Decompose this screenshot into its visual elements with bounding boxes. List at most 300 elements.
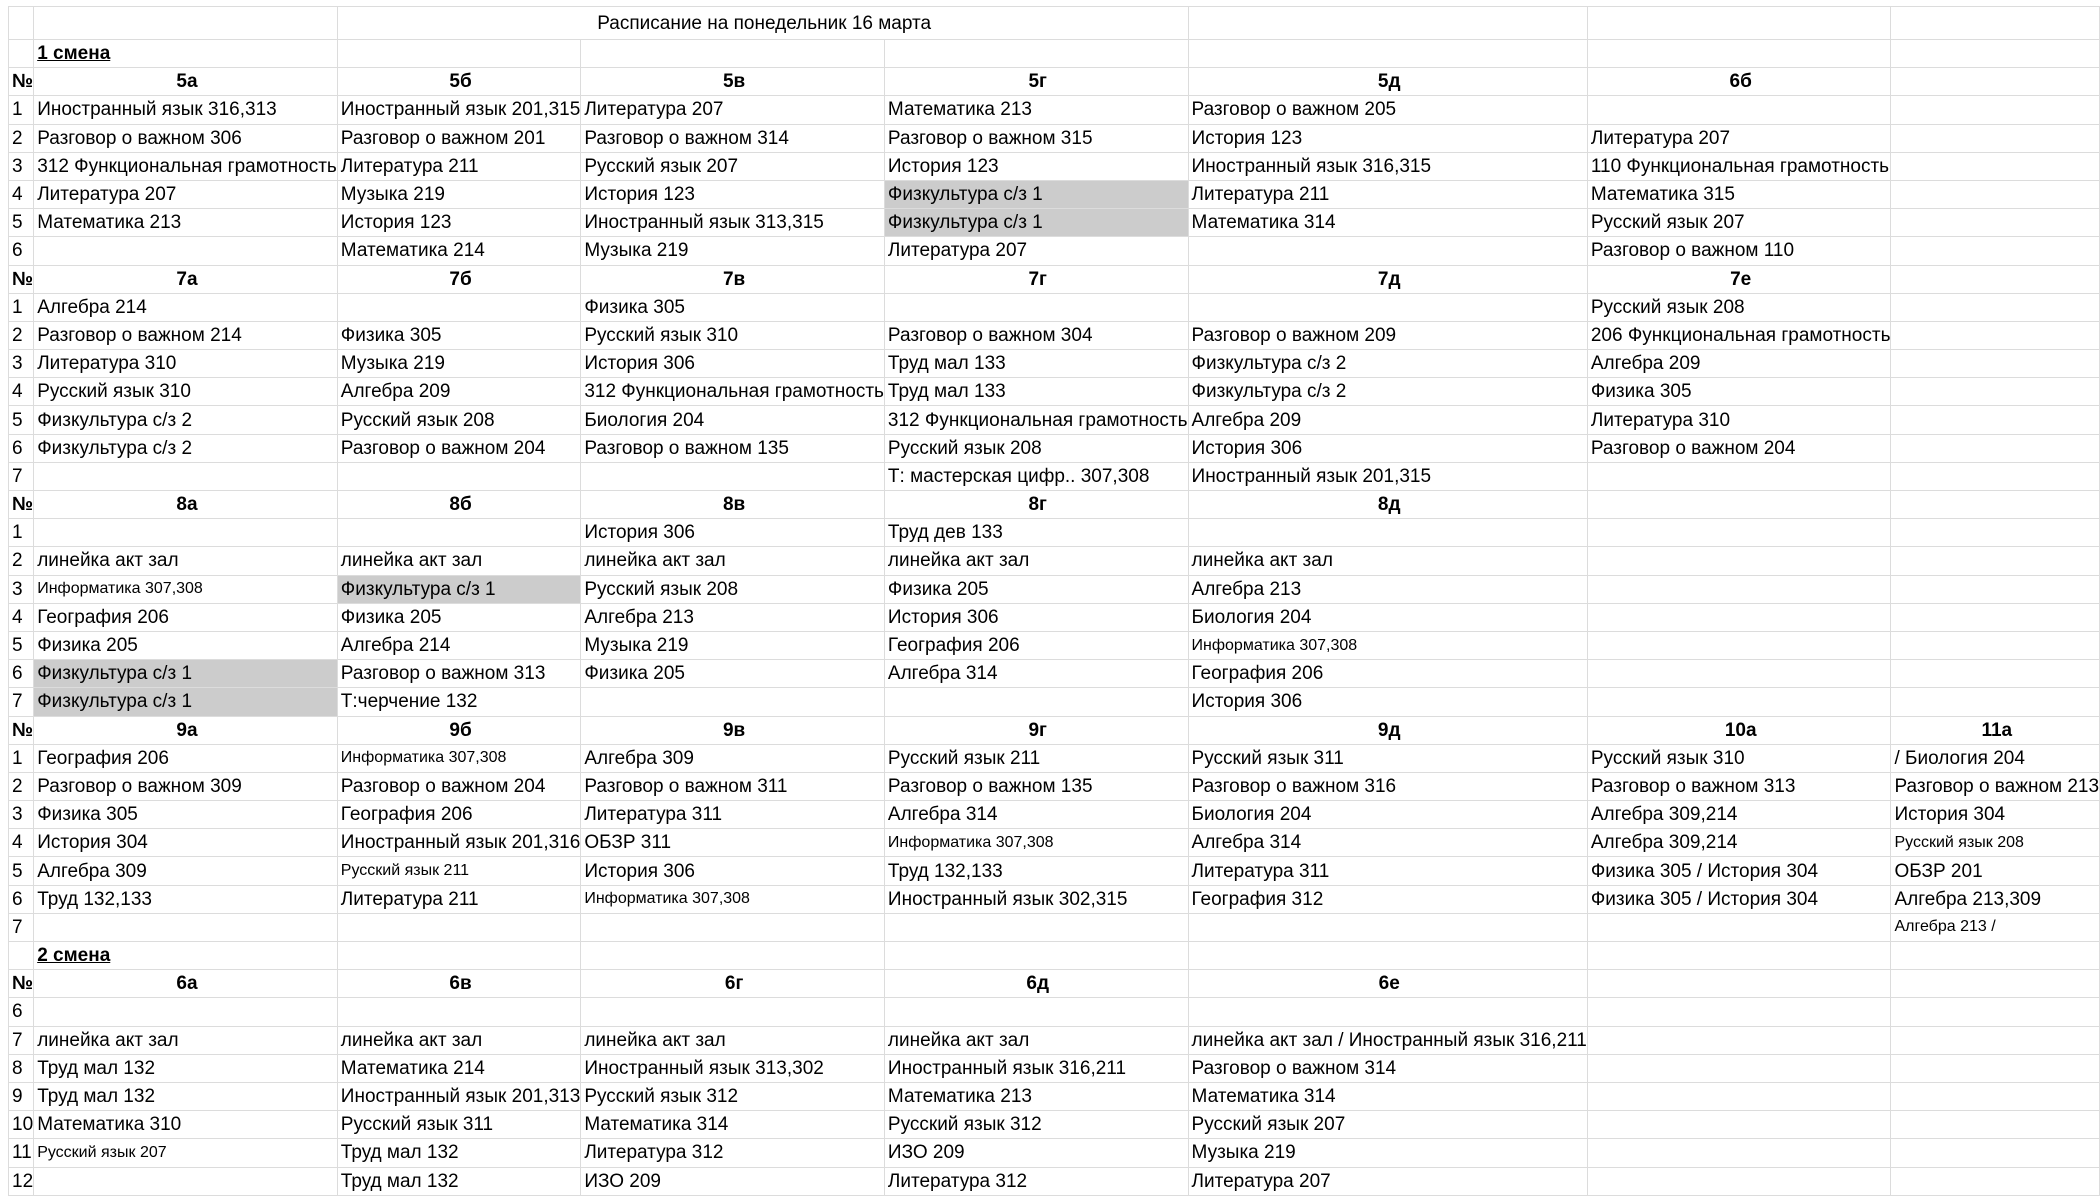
empty-cell[interactable]: [1587, 575, 1891, 603]
lesson-cell-highlighted[interactable]: Физкультура с/з 1: [337, 575, 581, 603]
lesson-cell[interactable]: Труд 132,133: [884, 857, 1188, 885]
empty-cell[interactable]: [1587, 970, 1891, 998]
lesson-row: [9, 772, 2100, 800]
empty-cell[interactable]: [1587, 1082, 1891, 1110]
lesson-cell[interactable]: Литература 211: [337, 152, 581, 180]
lesson-cell[interactable]: Т: мастерская цифр.. 307,308: [884, 462, 1188, 490]
lesson-cell[interactable]: [34, 998, 338, 1026]
lesson-cell[interactable]: [337, 519, 581, 547]
lesson-cell[interactable]: Математика 213: [884, 96, 1188, 124]
lesson-cell[interactable]: [34, 1167, 338, 1195]
empty-cell[interactable]: [1891, 491, 2100, 519]
lesson-cell[interactable]: Математика 214: [337, 1054, 581, 1082]
lesson-cell[interactable]: Разговор о важном 314: [1188, 1054, 1587, 1082]
lesson-cell[interactable]: Русский язык 208: [581, 575, 885, 603]
empty-cell[interactable]: [1891, 1111, 2100, 1139]
lesson-cell-highlighted[interactable]: Физкультура с/з 1: [34, 688, 338, 716]
empty-cell[interactable]: [1587, 631, 1891, 659]
lesson-cell[interactable]: Разговор о важном 204: [1587, 434, 1891, 462]
lesson-cell[interactable]: Разговор о важном 309: [34, 772, 338, 800]
empty-cell[interactable]: [1891, 152, 2100, 180]
lesson-cell[interactable]: [581, 913, 885, 941]
empty-cell[interactable]: [1891, 1054, 2100, 1082]
lesson-cell[interactable]: [581, 998, 885, 1026]
lesson-cell[interactable]: Разговор о важном 204: [337, 434, 581, 462]
lesson-cell[interactable]: Литература 211: [1188, 180, 1587, 208]
empty-cell[interactable]: [1891, 998, 2100, 1026]
lesson-cell[interactable]: Русский язык 311: [1188, 744, 1587, 772]
class-header-row: [9, 265, 2100, 293]
lesson-cell[interactable]: Музыка 219: [581, 631, 885, 659]
lesson-cell[interactable]: Биология 204: [1188, 801, 1587, 829]
lesson-cell[interactable]: Математика 314: [1188, 209, 1587, 237]
empty-cell[interactable]: [1891, 942, 2100, 970]
empty-cell[interactable]: [1891, 265, 2100, 293]
lesson-cell[interactable]: Алгебра 209: [1188, 406, 1587, 434]
title-spacer-cell[interactable]: [1587, 7, 1891, 40]
empty-cell[interactable]: [1188, 40, 1587, 68]
lesson-number: 4: [9, 378, 34, 406]
lesson-cell[interactable]: Разговор о важном 214: [34, 321, 338, 349]
lesson-cell[interactable]: Иностранный язык 313,315: [581, 209, 885, 237]
lesson-cell[interactable]: [34, 913, 338, 941]
lesson-cell[interactable]: Физика 305: [34, 801, 338, 829]
schedule-table: [8, 6, 2100, 1196]
empty-cell[interactable]: [1587, 1111, 1891, 1139]
lesson-cell[interactable]: 312 Функциональная грамотность: [581, 378, 885, 406]
empty-cell[interactable]: [1587, 1026, 1891, 1054]
lesson-cell[interactable]: Разговор о важном 135: [884, 772, 1188, 800]
lesson-cell[interactable]: Иностранный язык 313,302: [581, 1054, 885, 1082]
empty-cell[interactable]: [1891, 603, 2100, 631]
empty-cell[interactable]: [884, 40, 1188, 68]
lesson-cell[interactable]: Алгебра 213: [1188, 575, 1587, 603]
empty-cell[interactable]: [581, 40, 885, 68]
empty-cell[interactable]: [1587, 1054, 1891, 1082]
lesson-cell[interactable]: линейка акт зал: [581, 1026, 885, 1054]
lesson-cell[interactable]: Русский язык 312: [884, 1111, 1188, 1139]
lesson-cell[interactable]: [884, 913, 1188, 941]
lesson-cell[interactable]: География 206: [34, 603, 338, 631]
lesson-cell[interactable]: Иностранный язык 201,315: [1188, 462, 1587, 490]
lesson-cell[interactable]: Разговор о важном 314: [581, 124, 885, 152]
lesson-cell[interactable]: Музыка 219: [1188, 1139, 1587, 1167]
lesson-cell[interactable]: География 206: [337, 801, 581, 829]
class-header: 8г: [884, 491, 1188, 519]
lesson-cell[interactable]: Алгебра 214: [337, 631, 581, 659]
lesson-cell-highlighted[interactable]: Физкультура с/з 1: [34, 660, 338, 688]
lesson-cell[interactable]: [1188, 913, 1587, 941]
empty-cell[interactable]: [1587, 998, 1891, 1026]
lesson-cell[interactable]: Иностранный язык 302,315: [884, 885, 1188, 913]
lesson-cell[interactable]: Разговор о важном 306: [34, 124, 338, 152]
lesson-cell[interactable]: [337, 913, 581, 941]
lesson-cell[interactable]: Алгебра 314: [884, 801, 1188, 829]
lesson-row: [9, 1082, 2100, 1110]
lesson-cell[interactable]: [34, 519, 338, 547]
empty-cell[interactable]: [1587, 1139, 1891, 1167]
empty-cell[interactable]: [1188, 942, 1587, 970]
lesson-cell[interactable]: Литература 311: [581, 801, 885, 829]
lesson-cell-highlighted[interactable]: Физкультура с/з 1: [884, 180, 1188, 208]
lesson-cell[interactable]: Русский язык 208: [884, 434, 1188, 462]
lesson-cell[interactable]: Литература 312: [581, 1139, 885, 1167]
empty-cell[interactable]: [1587, 942, 1891, 970]
lesson-cell[interactable]: География 206: [1188, 660, 1587, 688]
lesson-cell[interactable]: 312 Функциональная грамотность: [34, 152, 338, 180]
lesson-cell[interactable]: География 206: [884, 631, 1188, 659]
empty-cell[interactable]: [337, 40, 581, 68]
lesson-cell[interactable]: Литература 207: [581, 96, 885, 124]
lesson-cell[interactable]: [1188, 998, 1587, 1026]
lesson-cell[interactable]: Музыка 219: [337, 350, 581, 378]
lesson-cell[interactable]: [34, 462, 338, 490]
lesson-cell[interactable]: Информатика 307,308: [581, 885, 885, 913]
lesson-row: [9, 209, 2100, 237]
empty-cell[interactable]: [1587, 40, 1891, 68]
lesson-cell[interactable]: [34, 237, 338, 265]
lesson-cell[interactable]: Русский язык 208: [1891, 829, 2100, 857]
empty-cell[interactable]: [1891, 209, 2100, 237]
lesson-cell[interactable]: Физкультура с/з 2: [34, 406, 338, 434]
lesson-cell[interactable]: Литература 211: [337, 885, 581, 913]
lesson-cell[interactable]: линейка акт зал: [34, 547, 338, 575]
lesson-cell[interactable]: Физика 205: [337, 603, 581, 631]
lesson-cell[interactable]: [337, 293, 581, 321]
lesson-number: 2: [9, 321, 34, 349]
empty-cell[interactable]: [1891, 970, 2100, 998]
empty-cell[interactable]: [1891, 631, 2100, 659]
lesson-cell[interactable]: История 306: [581, 350, 885, 378]
lesson-number: 4: [9, 603, 34, 631]
lesson-cell[interactable]: Русский язык 207: [581, 152, 885, 180]
lesson-cell[interactable]: История 306: [1188, 688, 1587, 716]
lesson-cell[interactable]: Разговор о важном 315: [884, 124, 1188, 152]
lesson-cell[interactable]: Русский язык 310: [34, 378, 338, 406]
empty-cell[interactable]: [9, 40, 34, 68]
lesson-cell[interactable]: Разговор о важном 311: [581, 772, 885, 800]
lesson-cell[interactable]: Литература 207: [34, 180, 338, 208]
lesson-cell[interactable]: Информатика 307,308: [34, 575, 338, 603]
lesson-number: 11: [9, 1139, 34, 1167]
empty-cell[interactable]: [1891, 462, 2100, 490]
empty-cell[interactable]: [1587, 688, 1891, 716]
lesson-cell[interactable]: Труд мал 132: [34, 1054, 338, 1082]
lesson-number: 4: [9, 829, 34, 857]
lesson-cell[interactable]: Русский язык 312: [581, 1082, 885, 1110]
empty-cell[interactable]: [337, 942, 581, 970]
lesson-cell[interactable]: ИЗО 209: [884, 1139, 1188, 1167]
lesson-cell[interactable]: Литература 207: [1188, 1167, 1587, 1195]
lesson-cell[interactable]: Математика 314: [581, 1111, 885, 1139]
lesson-cell[interactable]: Разговор о важном 316: [1188, 772, 1587, 800]
class-header: 5г: [884, 68, 1188, 96]
lesson-cell[interactable]: Физика 305 / История 304: [1587, 857, 1891, 885]
lesson-cell[interactable]: Русский язык 211: [884, 744, 1188, 772]
lesson-cell[interactable]: Музыка 219: [337, 180, 581, 208]
corner-cell[interactable]: [9, 7, 34, 40]
empty-cell[interactable]: [1891, 40, 2100, 68]
lesson-cell[interactable]: Информатика 307,308: [337, 744, 581, 772]
lesson-cell[interactable]: Математика 315: [1587, 180, 1891, 208]
lesson-cell[interactable]: Труд мал 132: [34, 1082, 338, 1110]
lesson-cell[interactable]: История 123: [1188, 124, 1587, 152]
lesson-cell[interactable]: / Биология 204: [1891, 744, 2100, 772]
lesson-cell[interactable]: Алгебра 314: [1188, 829, 1587, 857]
lesson-cell[interactable]: Биология 204: [1188, 603, 1587, 631]
empty-cell[interactable]: [1587, 491, 1891, 519]
empty-cell[interactable]: [1891, 434, 2100, 462]
lesson-cell[interactable]: Иностранный язык 316,313: [34, 96, 338, 124]
empty-cell[interactable]: [1891, 237, 2100, 265]
lesson-cell[interactable]: [337, 462, 581, 490]
lesson-cell[interactable]: История 306: [581, 519, 885, 547]
lesson-cell[interactable]: Русский язык 208: [1587, 293, 1891, 321]
empty-cell[interactable]: [1891, 96, 2100, 124]
lesson-cell[interactable]: Физика 305: [337, 321, 581, 349]
empty-cell[interactable]: [1891, 1026, 2100, 1054]
lesson-cell[interactable]: [581, 462, 885, 490]
lesson-cell[interactable]: [884, 688, 1188, 716]
empty-cell[interactable]: [1891, 406, 2100, 434]
lesson-cell[interactable]: География 206: [34, 744, 338, 772]
lesson-cell[interactable]: Разговор о важном 304: [884, 321, 1188, 349]
lesson-cell[interactable]: Русский язык 211: [337, 857, 581, 885]
lesson-cell[interactable]: Литература 312: [884, 1167, 1188, 1195]
lesson-row: [9, 1111, 2100, 1139]
lesson-cell[interactable]: Информатика 307,308: [1188, 631, 1587, 659]
empty-cell[interactable]: [1587, 660, 1891, 688]
lesson-cell[interactable]: Физика 205: [34, 631, 338, 659]
title-spacer-cell[interactable]: [1188, 7, 1587, 40]
lesson-cell[interactable]: Разговор о важном 110: [1587, 237, 1891, 265]
lesson-cell[interactable]: Русский язык 208: [337, 406, 581, 434]
lesson-cell[interactable]: Разговор о важном 135: [581, 434, 885, 462]
lesson-cell[interactable]: Иностранный язык 201,316: [337, 829, 581, 857]
lesson-cell[interactable]: Алгебра 213,309: [1891, 885, 2100, 913]
lesson-cell[interactable]: Иностранный язык 201,313: [337, 1082, 581, 1110]
lesson-cell[interactable]: Иностранный язык 316,211: [884, 1054, 1188, 1082]
lesson-cell[interactable]: Разговор о важном 201: [337, 124, 581, 152]
title-spacer-cell[interactable]: [1891, 7, 2100, 40]
empty-cell[interactable]: [1587, 519, 1891, 547]
lesson-cell[interactable]: Литература 310: [34, 350, 338, 378]
class-header: 5д: [1188, 68, 1587, 96]
lesson-cell[interactable]: Русский язык 207: [1587, 209, 1891, 237]
lesson-cell[interactable]: линейка акт зал: [337, 1026, 581, 1054]
lesson-cell[interactable]: Русский язык 311: [337, 1111, 581, 1139]
lesson-cell[interactable]: Алгебра 213: [581, 603, 885, 631]
class-header: 6е: [1188, 970, 1587, 998]
lesson-cell[interactable]: История 306: [884, 603, 1188, 631]
lesson-cell[interactable]: линейка акт зал: [581, 547, 885, 575]
class-header: 6в: [337, 970, 581, 998]
lesson-cell[interactable]: Разговор о важном 313: [1587, 772, 1891, 800]
lesson-cell[interactable]: Физика 305: [581, 293, 885, 321]
lesson-row: [9, 124, 2100, 152]
lesson-cell[interactable]: линейка акт зал: [884, 547, 1188, 575]
lesson-cell[interactable]: Математика 213: [884, 1082, 1188, 1110]
lesson-cell[interactable]: Иностранный язык 201,315: [337, 96, 581, 124]
lesson-cell[interactable]: Русский язык 310: [581, 321, 885, 349]
lesson-cell[interactable]: География 312: [1188, 885, 1587, 913]
empty-cell[interactable]: [1891, 575, 2100, 603]
lesson-cell[interactable]: Разговор о важном 313: [337, 660, 581, 688]
lesson-row: [9, 1139, 2100, 1167]
lesson-cell[interactable]: Литература 207: [884, 237, 1188, 265]
lesson-cell[interactable]: Литература 310: [1587, 406, 1891, 434]
lesson-row: [9, 237, 2100, 265]
empty-cell[interactable]: [1891, 660, 2100, 688]
lesson-cell[interactable]: линейка акт зал / Иностранный язык 316,211: [1188, 1026, 1587, 1054]
lesson-cell[interactable]: История 306: [581, 857, 885, 885]
lesson-cell[interactable]: Литература 207: [1587, 124, 1891, 152]
lesson-cell[interactable]: Алгебра 309,214: [1587, 829, 1891, 857]
schedule-body: [9, 7, 2100, 1196]
lesson-cell[interactable]: История 304: [34, 829, 338, 857]
lesson-cell[interactable]: [1188, 519, 1587, 547]
lesson-cell[interactable]: 312 Функциональная грамотность: [884, 406, 1188, 434]
empty-cell[interactable]: [1891, 519, 2100, 547]
lesson-cell[interactable]: История 123: [884, 152, 1188, 180]
empty-cell[interactable]: [9, 942, 34, 970]
lesson-cell[interactable]: 110 Функциональная грамотность: [1587, 152, 1891, 180]
lesson-cell[interactable]: Алгебра 209: [1587, 350, 1891, 378]
lesson-cell[interactable]: [1188, 237, 1587, 265]
lesson-cell[interactable]: линейка акт зал: [884, 1026, 1188, 1054]
lesson-cell[interactable]: Труд мал 133: [884, 350, 1188, 378]
lesson-cell[interactable]: Физкультура с/з 2: [1188, 350, 1587, 378]
lesson-cell[interactable]: Труд 132,133: [34, 885, 338, 913]
lesson-cell[interactable]: Алгебра 309: [34, 857, 338, 885]
empty-cell[interactable]: [1891, 350, 2100, 378]
lesson-cell[interactable]: Математика 213: [34, 209, 338, 237]
empty-cell[interactable]: [1891, 68, 2100, 96]
empty-cell[interactable]: [1891, 1167, 2100, 1195]
lesson-cell[interactable]: [884, 293, 1188, 321]
lesson-cell[interactable]: линейка акт зал: [34, 1026, 338, 1054]
lesson-cell[interactable]: [1587, 96, 1891, 124]
lesson-cell[interactable]: Труд мал 132: [337, 1167, 581, 1195]
lesson-cell[interactable]: Т:черчение 132: [337, 688, 581, 716]
lesson-number: 3: [9, 801, 34, 829]
lesson-number: 6: [9, 660, 34, 688]
empty-cell[interactable]: [1587, 603, 1891, 631]
lesson-cell[interactable]: Разговор о важном 204: [337, 772, 581, 800]
lesson-cell[interactable]: Иностранный язык 316,315: [1188, 152, 1587, 180]
lesson-cell[interactable]: [581, 688, 885, 716]
empty-cell[interactable]: [1891, 180, 2100, 208]
lesson-cell[interactable]: линейка акт зал: [1188, 547, 1587, 575]
lesson-cell[interactable]: Труд дев 133: [884, 519, 1188, 547]
lesson-cell[interactable]: Физика 305: [1587, 378, 1891, 406]
title-spacer-cell[interactable]: [34, 7, 338, 40]
lesson-cell[interactable]: Физкультура с/з 2: [34, 434, 338, 462]
lesson-row: [9, 829, 2100, 857]
lesson-row: [9, 547, 2100, 575]
lesson-cell[interactable]: История 123: [337, 209, 581, 237]
empty-cell[interactable]: [1891, 1139, 2100, 1167]
empty-cell[interactable]: [581, 942, 885, 970]
lesson-cell[interactable]: Математика 310: [34, 1111, 338, 1139]
class-header: 7е: [1587, 265, 1891, 293]
lesson-cell[interactable]: линейка акт зал: [337, 547, 581, 575]
lesson-cell[interactable]: История 304: [1891, 801, 2100, 829]
empty-cell[interactable]: [1891, 688, 2100, 716]
lesson-cell[interactable]: Математика 314: [1188, 1082, 1587, 1110]
lesson-cell[interactable]: Литература 311: [1188, 857, 1587, 885]
number-header: №: [9, 68, 34, 96]
lesson-cell-highlighted[interactable]: Физкультура с/з 1: [884, 209, 1188, 237]
lesson-cell[interactable]: Русский язык 207: [34, 1139, 338, 1167]
lesson-row: [9, 350, 2100, 378]
lesson-number: 1: [9, 519, 34, 547]
lesson-cell[interactable]: Алгебра 209: [337, 378, 581, 406]
lesson-number: 5: [9, 209, 34, 237]
lesson-cell[interactable]: Разговор о важном 205: [1188, 96, 1587, 124]
lesson-cell[interactable]: 206 Функциональная грамотность: [1587, 321, 1891, 349]
lesson-cell[interactable]: [1587, 913, 1891, 941]
lesson-row: [9, 801, 2100, 829]
empty-cell[interactable]: [1891, 293, 2100, 321]
lesson-cell[interactable]: Труд мал 132: [337, 1139, 581, 1167]
lesson-cell[interactable]: [1188, 293, 1587, 321]
lesson-cell[interactable]: Биология 204: [581, 406, 885, 434]
empty-cell[interactable]: [1891, 1082, 2100, 1110]
class-header: 7г: [884, 265, 1188, 293]
lesson-cell[interactable]: ОБЗР 311: [581, 829, 885, 857]
lesson-cell[interactable]: Труд мал 133: [884, 378, 1188, 406]
empty-cell[interactable]: [1587, 547, 1891, 575]
lesson-number: 9: [9, 1082, 34, 1110]
lesson-cell[interactable]: Разговор о важном 209: [1188, 321, 1587, 349]
lesson-cell[interactable]: ИЗО 209: [581, 1167, 885, 1195]
lesson-cell[interactable]: ОБЗР 201: [1891, 857, 2100, 885]
lesson-cell[interactable]: Алгебра 213 /: [1891, 913, 2100, 941]
lesson-cell[interactable]: История 306: [1188, 434, 1587, 462]
lesson-cell[interactable]: Русский язык 310: [1587, 744, 1891, 772]
lesson-cell[interactable]: Физика 305 / История 304: [1587, 885, 1891, 913]
lesson-cell[interactable]: Физика 205: [581, 660, 885, 688]
lesson-cell[interactable]: Разговор о важном 213: [1891, 772, 2100, 800]
empty-cell[interactable]: [884, 942, 1188, 970]
lesson-cell[interactable]: Физкультура с/з 2: [1188, 378, 1587, 406]
lesson-cell[interactable]: Математика 214: [337, 237, 581, 265]
lesson-cell[interactable]: Музыка 219: [581, 237, 885, 265]
lesson-cell[interactable]: [884, 998, 1188, 1026]
lesson-row: [9, 660, 2100, 688]
lesson-cell[interactable]: Алгебра 309: [581, 744, 885, 772]
lesson-cell[interactable]: Физика 205: [884, 575, 1188, 603]
lesson-cell[interactable]: Алгебра 309,214: [1587, 801, 1891, 829]
lesson-cell[interactable]: [337, 998, 581, 1026]
lesson-cell[interactable]: Русский язык 207: [1188, 1111, 1587, 1139]
lesson-cell[interactable]: [1587, 462, 1891, 490]
lesson-number: 3: [9, 350, 34, 378]
empty-cell[interactable]: [1587, 1167, 1891, 1195]
lesson-number: 5: [9, 857, 34, 885]
class-header: 5б: [337, 68, 581, 96]
empty-cell[interactable]: [1891, 378, 2100, 406]
empty-cell[interactable]: [1891, 547, 2100, 575]
lesson-cell[interactable]: Информатика 307,308: [884, 829, 1188, 857]
lesson-cell[interactable]: Алгебра 214: [34, 293, 338, 321]
empty-cell[interactable]: [1891, 321, 2100, 349]
empty-cell[interactable]: [1891, 124, 2100, 152]
lesson-cell[interactable]: Алгебра 314: [884, 660, 1188, 688]
shift-row: [9, 40, 2100, 68]
lesson-cell[interactable]: История 123: [581, 180, 885, 208]
